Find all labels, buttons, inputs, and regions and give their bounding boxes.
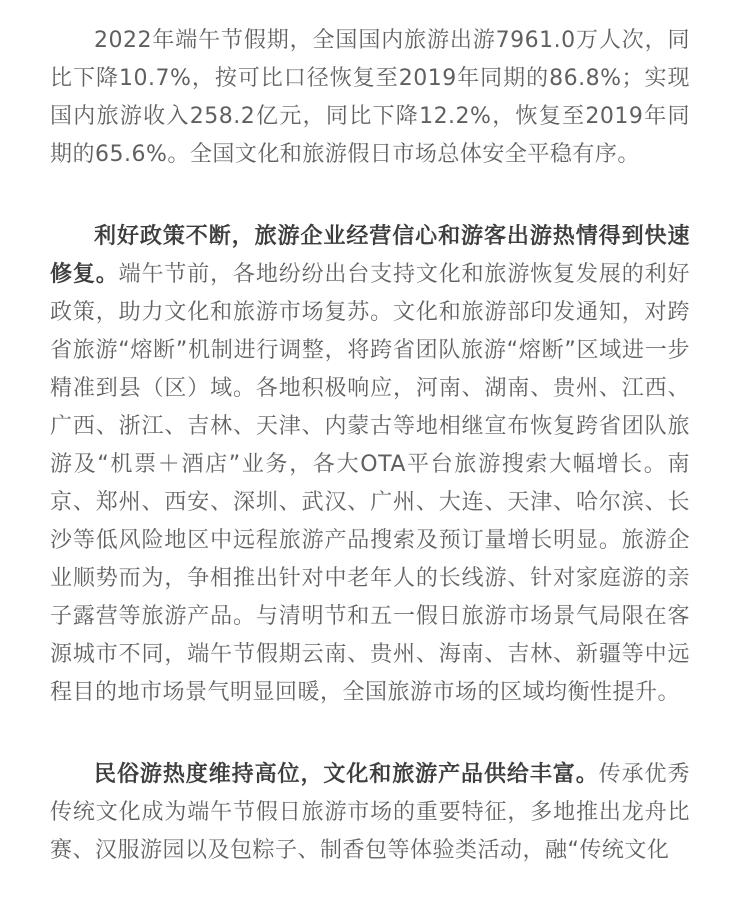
paragraph-text: 2022年端午节假期，全国国内旅游出游7961.0万人次，同比下降10.7%，按可比口径恢复至2019年同期的86.8%；实现国内旅游收入258.2亿元，同比下降12.2%，恢复至2019年同期的65.6%。全国文化和旅游假日市场总体安全平稳有序。 xyxy=(50,28,690,167)
paragraph-overview xyxy=(50,22,690,174)
paragraph-text: 传承优秀传统文化成为端午节假日旅游市场的重要特征，多地推出龙舟比赛、汉服游园以及包粽子、制香包等体验类活动，融“传统文化 xyxy=(50,762,690,863)
paragraph-lead: 民俗游热度维持高位，文化和旅游产品供给丰富。 xyxy=(94,762,599,787)
paragraph-folk-tourism xyxy=(50,756,690,870)
paragraph-text: 端午节前，各地纷纷出台支持文化和旅游恢复发展的利好政策，助力文化和旅游市场复苏。文化和旅游部印发通知，对跨省旅游“熔断”机制进行调整，将跨省团队旅游“熔断”区域进一步精准到县（区）域。各地积极响应，河南、湖南、贵州、江西、广西、浙江、吉林、天津、内蒙古等地相继宣布恢复跨省团队旅游及“机票＋酒店”业务，各大OTA平台旅游搜索大幅增长。南京、郑州、西安、深圳、武汉、广州、大连、天津、哈尔滨、长沙等低风险地区中远程旅游产品搜索及预订量增长明显。旅游企业顺势而为，争相推出针对中老年人的长线游、针对家庭游的亲子露营等旅游产品。与清明节和五一假日旅游市场景气局限在客源城市不同，端午节假期云南、贵州、海南、吉林、新疆等中远程目的地市场景气明显回暖，全国旅游市场的区域均衡性提升。 xyxy=(50,262,690,705)
paragraph-lead: 利好政策不断，旅游企业经营信心和游客出游热情得到快速修复。 xyxy=(50,224,690,287)
paragraph-policy xyxy=(50,218,690,712)
